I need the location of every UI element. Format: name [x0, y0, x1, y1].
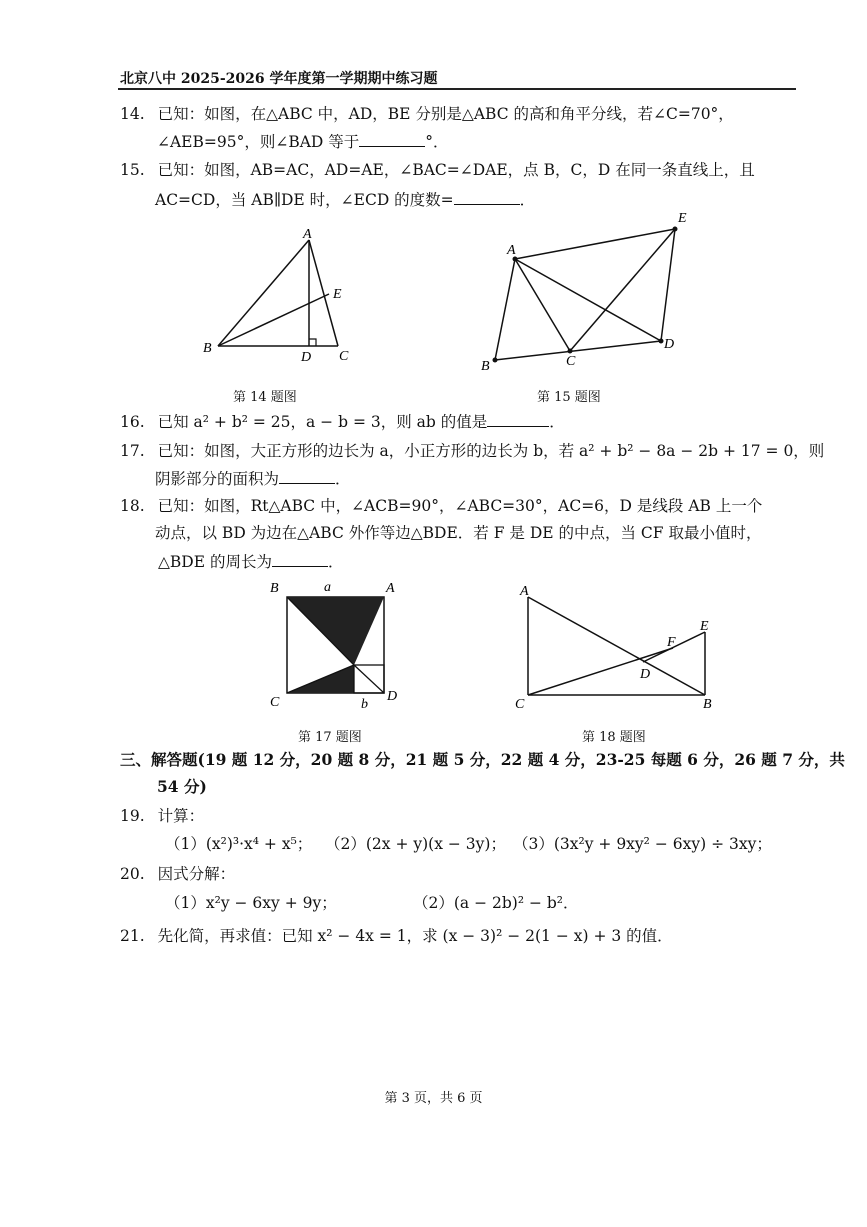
q20-part1: （1）x²y − 6xy + 9y； — [165, 894, 337, 912]
q14-line2 — [157, 132, 449, 152]
q17-text2b: ． — [335, 470, 351, 488]
q19-part3: （3）(3x²y + 9xy² − 6xy) ÷ 3xy； — [513, 835, 772, 853]
q18-text3b: ． — [327, 553, 344, 571]
q21-text: 先化简，再求值：已知 x² − 4x = 1，求 (x − 3)² − 2(1 − x) + 3 的值． — [157, 927, 673, 945]
q20-title: 因式分解： — [157, 865, 236, 883]
q18-line3 — [158, 552, 344, 572]
fig14-label-d: D — [301, 350, 312, 365]
fig14-bisector-be — [218, 294, 329, 346]
q16-number: 16. — [120, 413, 145, 431]
q15-line2 — [155, 190, 535, 210]
q20-title-line — [120, 864, 235, 884]
fig14-segment-ab — [218, 240, 309, 346]
q17-line1 — [120, 441, 824, 461]
fig17-shaded-upper — [287, 597, 384, 665]
q18-line2 — [155, 523, 761, 543]
fig15-segment-de — [661, 229, 675, 341]
q21-number: 21. — [120, 927, 145, 945]
q17-answer-blank[interactable] — [279, 469, 335, 484]
q18-answer-blank[interactable] — [272, 552, 328, 567]
q19-part2: （2）(2x + y)(x − 3y)； — [325, 835, 506, 853]
fig15-label-e: E — [678, 211, 687, 226]
q18-text3a: △BDE 的周长为 — [158, 553, 272, 571]
figure-14 — [195, 222, 370, 372]
q17-line2 — [155, 469, 351, 489]
figure-17 — [262, 576, 412, 716]
q14-text1: 已知：如图，在△ABC 中，AD，BE 分别是△ABC 的高和角平分线，若∠C=70°， — [157, 105, 734, 123]
fig17-label-d: D — [387, 689, 398, 704]
q16-line — [120, 412, 565, 432]
q15-text2a: AC=CD，当 AB∥DE 时，∠ECD 的度数= — [155, 191, 454, 209]
fig18-label-d: D — [640, 667, 651, 682]
fig17-label-a: A — [386, 581, 395, 596]
q20-part2: （2）(a − 2b)² − b²． — [413, 894, 579, 912]
fig14-label-e: E — [333, 287, 342, 302]
fig18-label-a: A — [520, 584, 529, 599]
q15-text2b: ． — [519, 191, 536, 209]
fig18-label-b: B — [703, 697, 712, 712]
section3-heading-line2: 54 分) — [157, 777, 207, 796]
fig14-right-angle-mark — [309, 339, 316, 346]
q17-text1: 已知：如图，大正方形的边长为 a，小正方形的边长为 b，若 a² + b² − 8a − 2b + 17 = 0，则 — [157, 442, 825, 460]
fig15-segment-ab — [495, 259, 515, 360]
fig14-label-a: A — [303, 227, 312, 242]
section3-heading-line1: 三、解答题(19 题 12 分，20 题 8 分，21 题 5 分，22 题 4 分，23-25 每题 6 分，26 题 7 分，共 — [120, 750, 845, 769]
q19-number: 19. — [120, 807, 145, 825]
fig17-label-b: B — [270, 581, 279, 596]
fig17-label-c: C — [270, 695, 280, 710]
q15-text1: 已知：如图，AB=AC，AD=AE，∠BAC=∠DAE，点 B，C，D 在同一条直线上，且 — [157, 161, 755, 179]
fig18-label-e: E — [700, 619, 709, 634]
fig18-caption: 第 18 题图 — [582, 730, 646, 745]
q14-answer-blank[interactable] — [359, 132, 425, 147]
header-rule — [118, 88, 796, 90]
fig17-side-b: b — [361, 697, 368, 712]
fig14-label-c: C — [339, 349, 349, 364]
page-footer: 第 3 页，共 6 页 — [384, 1091, 483, 1106]
fig15-caption: 第 15 题图 — [537, 390, 601, 405]
q17-number: 17. — [120, 442, 145, 460]
q16-answer-blank[interactable] — [487, 412, 549, 427]
fig15-point-c — [568, 349, 573, 354]
fig15-segment-ae — [515, 229, 675, 259]
fig15-label-c: C — [566, 354, 576, 369]
fig17-small-diagonal — [354, 665, 384, 693]
q18-text1: 已知：如图，Rt△ABC 中，∠ACB=90°，∠ABC=30°，AC=6，D 是线段 AB 上一个 — [157, 497, 763, 515]
q15-answer-blank[interactable] — [454, 190, 520, 205]
q18-line1 — [120, 496, 762, 516]
fig15-label-d: D — [664, 337, 675, 352]
q14-line1 — [120, 104, 734, 124]
fig15-label-a: A — [507, 243, 516, 258]
q15-number: 15. — [120, 161, 145, 179]
q16-text-end: ． — [549, 413, 565, 431]
fig14-caption: 第 14 题图 — [233, 390, 297, 405]
fig18-label-c: C — [515, 697, 525, 712]
figure-15 — [475, 208, 700, 378]
fig15-segment-ce — [570, 229, 675, 351]
q14-text2a: ∠AEB=95°，则∠BAD 等于 — [157, 133, 360, 151]
fig15-point-e — [673, 227, 678, 232]
q15-line1 — [120, 160, 755, 180]
fig15-line-bcd — [495, 341, 661, 360]
fig14-label-b: B — [203, 341, 212, 356]
fig15-label-b: B — [481, 359, 490, 374]
fig17-caption: 第 17 题图 — [298, 730, 362, 745]
fig18-segment-cf — [528, 648, 673, 695]
fig15-point-d — [659, 339, 664, 344]
q14-text2b: °． — [425, 133, 449, 151]
q20-number: 20. — [120, 865, 145, 883]
fig18-label-f: F — [667, 635, 676, 650]
q19-title: 计算： — [157, 807, 205, 825]
fig15-segment-ac — [515, 259, 570, 351]
q14-number: 14. — [120, 105, 145, 123]
fig17-side-a: a — [324, 580, 331, 595]
fig15-point-b — [493, 358, 498, 363]
figure-18 — [510, 580, 725, 715]
q16-text: 已知 a² + b² = 25，a − b = 3，则 ab 的值是 — [157, 413, 488, 431]
q19-title-line — [120, 806, 204, 826]
q19-part1: （1）(x²)³·x⁴ + x⁵； — [165, 835, 313, 853]
q18-number: 18. — [120, 497, 145, 515]
q18-text2: 动点，以 BD 为边在△ABC 外作等边△BDE．若 F 是 DE 的中点，当 CF 取最小值时， — [155, 524, 762, 542]
q21-line — [120, 926, 673, 946]
fig18-segment-ab — [528, 597, 705, 695]
q17-text2a: 阴影部分的面积为 — [155, 470, 280, 488]
exam-header: 北京八中 2025-2026 学年度第一学期期中练习题 — [120, 71, 438, 87]
